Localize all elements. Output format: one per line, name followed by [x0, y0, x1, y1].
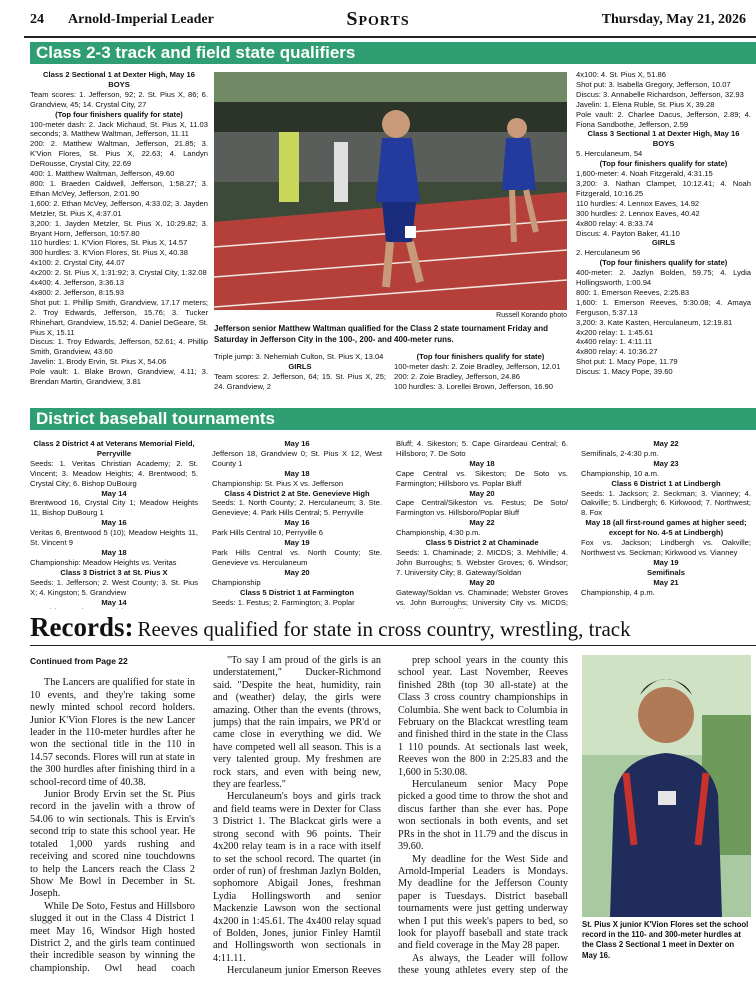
flores-photo-caption: St. Pius X junior K'Vion Flores set the school record in the 110- and 300-meter hurdles at the Class 2 Sectional 1 meet in Dexter on May 16.: [582, 920, 749, 960]
results-line: Pole vault: 1. Blake Brown, Grandview, 4.11; 3. Brendan Martin, Grandview, 3.81: [30, 367, 208, 387]
results-heading: May 16: [284, 518, 310, 528]
results-line: Seeds: 1. Chaminade; 2. MICDS; 3. Mehlville; 4. John Burroughs; 5. Webster Groves; 6. Windsor; 7. University City; 8. Gateway/Soldan: [396, 547, 568, 577]
results-heading: May 18: [101, 547, 127, 557]
results-line: Javelin: 1. Brody Ervin, St. Pius X, 54.06: [30, 357, 167, 367]
article-col2: [213, 655, 381, 975]
article-paragraph: My deadline for the West Side and Arnold-Imperial Leaders is Mondays. My deadline for the Jefferson County paper is Tuesdays. District baseball tournaments were just getting underway when I put this week's papers to bed, so look for playoff baseball and state track and field coverage in the May 28 paper.: [398, 853, 568, 952]
results-line: 4x400: 4. Jefferson, 3:36.13: [30, 278, 125, 288]
results-line: 400: 1. Matthew Waltman, Jefferson, 49.60: [30, 169, 175, 179]
article-paragraph: prep school years in the county this school year. Last November, Reeves finished 28th (top 30 all-state) at the Class 3 cross country championships in Columbia. She went back to Columbia in February on the Blackcat wrestling team and finished third in the state in the Class 1 110 pounds. At sectionals last week, Reeves won the 800 in 2:25.83 and the 1,600 in 5:30.08.: [398, 655, 568, 778]
results-line: 200: 2. Zoie Bradley, Jefferson, 24.86: [394, 371, 520, 381]
results-line: 4x200 relay: 1. 1:45.61: [576, 327, 654, 337]
results-line: Pole vault: 2. Charlee Dacus, Jefferson, 2.89; 4. Fiona Sandbothe, Jefferson, 2.59: [576, 109, 751, 129]
results-line: Championship: St. Pius X vs. Jefferson: [212, 478, 344, 488]
results-line: 400-meter: 2. Jazlyn Bolden, 59.75; 4. Lydia Hollingsworth, 1:00.94: [576, 268, 751, 288]
results-line: Seeds: 1. North County; 2. Herculaneum; 3. Ste. Genevieve; 4. Park Hills Central; 5. Perryville: [212, 498, 382, 518]
results-line: Seeds: 1. Veritas Christian Academy; 2. St. Vincent; 3. Meadow Heights; 4. Brentwood; 5. Crystal City; 6. Bishop DuBourg: [30, 458, 198, 488]
baseball-col2: [212, 439, 382, 609]
results-line: Javelin: 1. Elena Ruble, St. Pius X, 39.28: [576, 99, 715, 109]
article-headline: [30, 612, 756, 643]
article-paragraph: The Lancers are qualified for state in 10 events, and they're taking some newly minted school record holders. Junior K'Vion Flores is the new Lancer leader in the 110-meter hurdles after he won the sectional title in the 110 in 14.57 seconds. Flores will run at state in the 300 hurdles after finishing third in a school-record time of 40.38.: [30, 677, 195, 788]
results-line: Brentwood 16, Crystal City 1; Meadow Heights 11, Bishop DuBourg 1: [30, 498, 198, 518]
results-line: Triple jump: 3. Nehemiah Culton, St. Pius X, 13.04: [214, 352, 384, 361]
headline-kicker: Records:: [30, 612, 134, 642]
results-heading: May 18 (all first-round games at higher seed; except for No. 4-5 at Lindbergh): [585, 518, 747, 538]
article-paragraph: Junior Brody Ervin set the St. Pius record in the javelin with a throw of 54.06 to win sectionals. This is Ervin's second trip to state this school year. He totaled 1,000 yards rushing and receiving and scored nine touchdowns to help the Lancers reach the Class 2 Show Me Bowl in December in St. Joseph.: [30, 789, 195, 900]
page-number: 24: [30, 12, 44, 27]
article-paragraph: Herculaneum junior Emerson Reeves: [227, 965, 381, 975]
issue-date: Thursday, May 21, 2026: [601, 12, 746, 27]
track-results-col2b: [394, 352, 567, 400]
results-line: Jefferson 18, Grandview 0; St. Pius X 12, West County 1: [212, 448, 382, 468]
results-line: Seeds: 1. Festus; 2. Farmington; 3. Poplar: [212, 597, 355, 607]
results-line: 5. Herculaneum, 54: [576, 149, 643, 159]
results-heading: BOYS: [652, 139, 675, 149]
baseball-col1: [30, 439, 198, 609]
results-heading: BOYS: [108, 79, 130, 89]
results-heading: May 23: [653, 458, 679, 468]
results-line: 800: 1. Braeden Caldwell, Jefferson, 1:58.27; 3. Ethan McVey, Jefferson, 2:01.90: [30, 178, 208, 198]
article-col1: [30, 655, 195, 975]
results-heading: May 14: [101, 488, 127, 498]
article-col3: [398, 655, 568, 975]
results-heading: May 21: [653, 577, 679, 587]
results-line: 1,600: 2. Ethan McVey, Jefferson, 4:33.02; 3. Jayden Metzler, St. Pius X, 4:37.01: [30, 198, 208, 218]
headline-rule: [30, 645, 756, 646]
results-line: 300 hurdles: 2. Lennox Eaves, 40.42: [576, 208, 700, 218]
results-heading: Class 2 District 4 at Veterans Memorial Field, Perryville: [33, 439, 195, 458]
results-line: Shot put: 3. Isabella Gregory, Jefferson, 10.07: [576, 79, 731, 89]
results-line: Veritas 6, Brentwood 5 (10); Meadow Heights 11, St. Vincent 9: [30, 528, 198, 548]
results-line: Bluff; 4. Sikeston; 5. Cape Girardeau Central; 6. Hillsboro; 7. De Soto: [396, 439, 568, 458]
results-line: Discus: 4. Payton Baker, 41.10: [576, 228, 680, 238]
results-line: Championship: Meadow Heights vs. Veritas: [30, 557, 177, 567]
track-banner: Class 2-3 track and field state qualifiers: [30, 42, 756, 64]
article-paragraph: As always, the Leader will follow these young athletes every step of the: [398, 952, 568, 975]
results-heading: Class 6 District 1 at Lindbergh: [611, 478, 721, 488]
results-line: 110 hurdles: 4. Lennox Eaves, 14.92: [576, 198, 700, 208]
results-heading: Class 3 Sectional 1 at Dexter High, May 16: [587, 129, 740, 139]
results-line: 300 hurdles: 3. K'Vion Flores, St. Pius X, 40.38: [30, 248, 188, 258]
results-line: Championship, 4:30 p.m.: [396, 528, 481, 538]
results-heading: May 20: [284, 567, 310, 577]
results-heading: May 20: [469, 577, 495, 587]
results-heading: May 16: [101, 518, 127, 528]
section-name: Sports: [346, 8, 410, 30]
results-line: 200: 2. Matthew Waltman, Jefferson, 21.85; 3. K'Vion Flores, St. Pius X, 22.63; 4. Landyn DeRousse, Crystal City, 22.69: [30, 139, 208, 169]
results-line: Team scores: 1. Jefferson, 92; 2. St. Pius X, 86; 6. Grandview, 45; 14. Crystal City, 27: [30, 89, 208, 109]
continued-from: Continued from Page 22: [30, 656, 128, 666]
baseball-col3: [396, 439, 568, 609]
runners-photo-image: [214, 72, 567, 310]
results-heading: (Top four finishers qualify for state): [55, 109, 183, 119]
results-line: 100-meter dash: 2. Jack Michaud, St. Pius X, 11.03 seconds; 3. Matthew Waltman, Jefferson, 11.11: [30, 119, 208, 139]
results-line: Park Hills Central 10, Perryville 6: [212, 528, 323, 538]
results-line: Semifinals, 2-4:30 p.m.: [581, 448, 659, 458]
headline-text: Reeves qualified for state in cross country, wrestling, track: [137, 617, 631, 641]
results-heading: Class 2 Sectional 1 at Dexter High, May 16: [43, 70, 195, 79]
results-line: Discus: 1. Macy Pope, 39.60: [576, 367, 673, 377]
results-line: 2. Herculaneum 96: [576, 248, 641, 258]
results-heading: GIRLS: [288, 361, 312, 371]
results-line: 3,200: 1. Jayden Metzler, St. Pius X, 10:29.82; 3. Bryant Horn, Jefferson, 10:57.80: [30, 218, 208, 238]
results-line: 1,600: 1. Emerson Reeves, 5:30.08; 4. Amaya Ferguson, 5:37.13: [576, 297, 751, 317]
results-line: Cape Central/Sikeston vs. Festus; De Soto/ Farmington vs. Hillsboro/Poplar Bluff: [396, 498, 568, 518]
results-heading: (Top four finishers qualify for state): [599, 258, 728, 268]
results-line: Seeds: 1. Jackson; 2. Seckman; 3. Vianney; 4. Oakville; 5. Lindbergh; 6. Kirkwood; 7. Northwest; 8. Fox: [581, 488, 751, 518]
results-line: 1,600-meter: 4. Noah Fitzgerald, 4:31.15: [576, 169, 713, 179]
baseball-col4: [581, 439, 751, 609]
results-line: 3,200: 3. Kate Kasten, Herculaneum, 12:19.81: [576, 317, 733, 327]
results-heading: May 16: [284, 439, 310, 448]
results-line: Gateway/Soldan vs. Chaminade; Webster Groves vs. John Burroughs; University City vs. MICDS;: [396, 587, 568, 607]
results-heading: May 18: [284, 468, 310, 478]
results-line: Shot put: 1. Phillip Smith, Grandview, 17.17 meters; 2. Troy Edwards, Jefferson, 15.76; 3. Tucker Rhinehart, Grandview, 15.52; 4. Daniel DeGeare, St. Pius X, 15.11: [30, 297, 208, 337]
results-heading: May 19: [284, 538, 310, 548]
header-rule: [24, 36, 756, 38]
results-line: Team scores: 2. Jefferson, 64; 15. St. Pius X, 25; 24. Grandview, 2: [214, 371, 386, 391]
results-line: 3,200: 3. Nathan Clampet, 10:12.41; 4. Noah Fitzgerald, 10:16.25: [576, 178, 751, 198]
results-line: Cape Central vs. Sikeston; De Soto vs. Farmington; Hillsboro vs. Poplar Bluff: [396, 468, 568, 488]
track-photo-credit: Russell Korando photo: [496, 312, 567, 319]
track-results-col3: [576, 70, 751, 400]
results-line: Championship, 4 p.m.: [581, 587, 655, 597]
results-heading: May 20: [469, 488, 495, 498]
results-line: 4x200: 2. St. Pius X, 1:31:92; 3. Crystal City, 1:32.08: [30, 268, 207, 278]
article-paragraph: "To say I am proud of the girls is an understatement," Ducker-Richmond said. "Despite the heat, humidity, rain and (weather) delay, the girls were amazing. Other than the events (throws, jumps) that the rain impairs, we PR'd or came close in everything we did. We have competed well all season. This is a very talented group. My freshmen are rock stars, and even with being new, they are fearless.": [213, 655, 381, 791]
results-line: [30, 607, 198, 609]
results-heading: Class 5 District 2 at Chaminade: [425, 538, 539, 548]
results-line: Championship: [212, 577, 261, 587]
results-heading: May 19: [653, 557, 679, 567]
results-line: 4x800 relay: 4. 8:33.74: [576, 218, 654, 228]
article-col1-body: [30, 677, 195, 975]
results-heading: Class 3 District 3 at St. Pius X: [60, 567, 168, 577]
results-line: 4x800 relay: 4. 10:36.27: [576, 347, 658, 357]
results-heading: Class 4 District 2 at Ste. Genevieve High: [224, 488, 370, 498]
results-heading: Semifinals: [647, 567, 685, 577]
results-heading: May 14: [101, 597, 127, 607]
results-line: 4x400 relay: 1. 4:11.11: [576, 337, 653, 347]
results-line: 110 hurdles: 1. K'Vion Flores, St. Pius X, 14.57: [30, 238, 188, 248]
results-line: Discus: 3. Annabelle Richardson, Jefferson, 32.93: [576, 89, 744, 99]
results-line: Shot put: 1. Macy Pope, 11.79: [576, 357, 678, 367]
page-header: [0, 0, 756, 38]
results-line: Discus: 1. Troy Edwards, Jefferson, 52.61; 4. Phillip Smith, Grandview, 43.60: [30, 337, 208, 357]
results-line: Park Hills Central vs. North County; Ste. Genevieve vs. Herculaneum: [212, 547, 382, 567]
flores-photo: [582, 655, 751, 917]
results-heading: GIRLS: [651, 238, 676, 248]
results-heading: (Top four finishers qualify for state): [416, 352, 545, 361]
results-heading: May 22: [653, 439, 679, 448]
results-heading: May 18: [469, 458, 495, 468]
results-line: Championship, 10 a.m.: [581, 468, 660, 478]
track-results-col1: [30, 70, 208, 398]
paper-name: Arnold-Imperial Leader: [68, 12, 214, 27]
results-line: 800: 1. Emerson Reeves, 2:25.83: [576, 287, 690, 297]
article-paragraph: Herculaneum senior Macy Pope picked a good time to throw the shot and discus farther than she ever has. Pope won sectionals in both events, and set PRs in the shot in 11.79 and the discus in 39.60.: [398, 779, 568, 853]
baseball-banner: District baseball tournaments: [30, 408, 756, 430]
flores-photo-image: [582, 655, 751, 917]
results-line: 4x100: 2. Crystal City, 44.07: [30, 258, 125, 268]
results-line: Fox vs. Jackson; Lindbergh vs. Oakville; Northwest vs. Seckman; Kirkwood vs. Vianney: [581, 538, 751, 557]
results-line: 4x800: 2. Jefferson, 8:15.93: [30, 287, 125, 297]
results-line: 4x100: 4. St. Pius X, 51.86: [576, 70, 666, 79]
results-line: 100 hurdles: 3. Lorellei Brown, Jefferson, 16.90: [394, 381, 554, 391]
results-heading: May 22: [469, 518, 495, 528]
article-paragraph: While De Soto, Festus and Hillsboro slugged it out in the Class 4 District 1 meet May 16, Windsor High hosted District 2, and the girls team continued their incredible season by winning the championship. Owl head coach: [30, 900, 195, 974]
results-heading: (Top four finishers qualify for state): [599, 159, 728, 169]
results-line: Seeds: 1. Jefferson; 2. West County; 3. St. Pius X; 4. Kingston; 5. Grandview: [30, 577, 198, 597]
track-photo-caption: Jefferson senior Matthew Waltman qualified for the Class 2 state tournament Friday and Saturday in Jefferson City in the 100-, 200- and 400-meter runs.: [214, 324, 548, 344]
article-paragraph: Herculaneum's boys and girls track and field teams were in Dexter for Class 3 District 1. The Blackcat girls were a strong second with 96 points. Their 4x200 relay team is in a race with itself to set the school record. The quartet (in order of run) of freshman Jazlyn Bolden, sophomore Abigail Jones, freshman Lydia Hollingsworth and senior Mackenzie Lawson won the sectional 4x200 in 1:45.61. The 4x400 relay squad of Bolden, Jones, junior Finley Hamtil and Hollingsworth won sectionals in 4:11.11.: [213, 791, 381, 964]
results-line: 100-meter dash: 2. Zoie Bradley, Jefferson, 12.01: [394, 361, 561, 371]
track-photo: [214, 72, 567, 310]
results-heading: Class 5 District 1 at Farmington: [240, 587, 354, 597]
track-results-col2a: [214, 352, 386, 400]
